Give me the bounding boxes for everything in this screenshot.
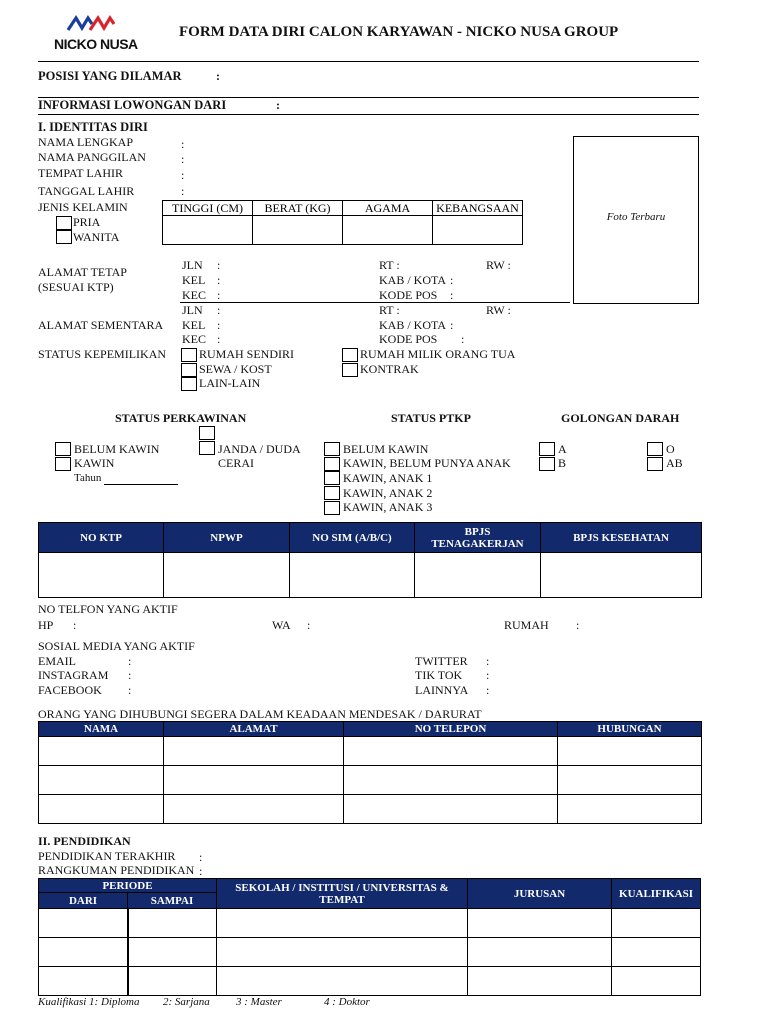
nama-input[interactable] (39, 737, 164, 766)
telepon-header: NO TELEPON (344, 722, 558, 737)
hubungan-input[interactable] (558, 795, 702, 824)
kec-label: KEC (182, 288, 206, 302)
darah-heading: GOLONGAN DARAH (561, 411, 680, 425)
rumah-ortu-checkbox[interactable] (342, 348, 358, 362)
kontrak-label: KONTRAK (360, 362, 419, 376)
sekolah-input[interactable] (217, 938, 468, 967)
telepon-input[interactable] (344, 766, 558, 795)
ptkp-heading: STATUS PTKP (391, 411, 471, 425)
wanita-checkbox[interactable] (56, 230, 72, 244)
colon: : (217, 258, 221, 272)
nama-input[interactable] (39, 795, 164, 824)
colon: : (181, 152, 185, 166)
tanggal-lahir-label: TANGGAL LAHIR (38, 184, 135, 198)
kualifikasi-legend-2: 2: Sarjana (163, 996, 210, 1008)
berat-input[interactable] (253, 216, 343, 245)
bpjs-tk-header (415, 523, 541, 553)
kel-label: KEL (182, 318, 206, 332)
kualifikasi-input[interactable] (612, 967, 701, 996)
kualifikasi-input[interactable] (612, 909, 701, 938)
informasi-label: INFORMASI LOWONGAN DARI (38, 98, 227, 112)
kualifikasi-header: KUALIFIKASI (612, 879, 701, 909)
alamat-sementara-label: ALAMAT SEMENTARA (38, 318, 164, 332)
ktp-header: NO KTP (39, 523, 164, 553)
form-title: FORM DATA DIRI CALON KARYAWAN - NICKO NUSA GROUP (179, 24, 619, 40)
jurusan-header: JURUSAN (468, 879, 612, 909)
lain-lain-label: LAIN-LAIN (199, 376, 261, 390)
colon: : (217, 303, 221, 317)
darah-ab-label: AB (666, 456, 683, 470)
kel-label: KEL (182, 273, 206, 287)
kualifikasi-legend-1: Kualifikasi 1: Diploma (38, 996, 140, 1008)
colon: : (217, 273, 221, 287)
lain-lain-checkbox[interactable] (181, 377, 197, 391)
alamat-tetap-sublabel: (SESUAI KTP) (38, 280, 114, 294)
agama-input[interactable] (343, 216, 433, 245)
informasi-input-line[interactable] (38, 114, 699, 115)
divider (38, 61, 699, 62)
colon: : (181, 168, 185, 182)
photo-box[interactable] (573, 136, 699, 304)
darah-b-label: B (558, 456, 567, 470)
pria-checkbox[interactable] (56, 216, 72, 230)
belum-kawin-label: BELUM KAWIN (74, 442, 160, 456)
ptkp-kawin-0-label: KAWIN, BELUM PUNYA ANAK (343, 456, 511, 470)
colon: : (128, 668, 132, 682)
darurat-heading: ORANG YANG DIHUBUNGI SEGERA DALAM KEADAAN MENDESAK / DARURAT (38, 707, 482, 721)
wanita-label: WANITA (73, 230, 120, 244)
npwp-input[interactable] (164, 553, 290, 598)
colon: : (73, 618, 77, 632)
nama-panggilan-label: NAMA PANGGILAN (38, 150, 146, 164)
kualifikasi-legend-3: 3 : Master (236, 996, 282, 1008)
ptkp-belum-kawin-checkbox[interactable] (324, 442, 340, 456)
colon: : (128, 683, 132, 697)
ptkp-kawin-3-label: KAWIN, ANAK 3 (343, 500, 433, 514)
alamat-input[interactable] (164, 795, 344, 824)
rumah-label: RUMAH (504, 618, 549, 632)
tinggi-input[interactable] (163, 216, 253, 245)
jln-label: JLN (182, 303, 203, 317)
identitas-heading: I. IDENTITAS DIRI (38, 120, 148, 134)
nama-header: NAMA (39, 722, 164, 737)
company-logo (54, 14, 138, 54)
wa-label: WA (272, 618, 291, 632)
colon: : (461, 332, 465, 346)
periode-header: PERIODE (39, 879, 217, 893)
ptkp-kawin-0-checkbox[interactable] (324, 457, 340, 471)
kawin-checkbox[interactable] (55, 457, 71, 471)
colon: : (199, 850, 203, 864)
kawin-label: KAWIN (74, 456, 115, 470)
colon: : (486, 668, 490, 682)
colon: : (216, 69, 220, 83)
rumah-sendiri-checkbox[interactable] (181, 348, 197, 362)
table-row (39, 909, 701, 938)
instagram-label: INSTAGRAM (38, 668, 109, 682)
body-metrics-table (162, 200, 523, 245)
bpjs-tk-header-text: BPJS TENAGAKERJAN (431, 525, 524, 550)
nicko-nusa-logo-icon (54, 14, 128, 36)
rt-label: RT : (379, 303, 400, 317)
janda-duda-checkbox[interactable] (199, 426, 215, 440)
twitter-label: TWITTER (415, 654, 468, 668)
pria-label: PRIA (73, 215, 101, 229)
hp-label: HP (38, 618, 54, 632)
kodepos-label: KODE POS (379, 332, 438, 346)
ktp-input[interactable] (39, 553, 164, 598)
kebangsaan-header: KEBANGSAAN (433, 201, 523, 216)
table-row (39, 795, 702, 824)
darah-b-checkbox[interactable] (539, 457, 555, 471)
telepon-input[interactable] (344, 737, 558, 766)
kualifikasi-legend-4: 4 : Doktor (324, 996, 370, 1008)
nama-lengkap-label: NAMA LENGKAP (38, 135, 134, 149)
kualifikasi-input[interactable] (612, 938, 701, 967)
perkawinan-heading: STATUS PERKAWINAN (115, 411, 247, 425)
colon: : (576, 618, 580, 632)
colon: : (217, 332, 221, 346)
agama-header: AGAMA (343, 201, 433, 216)
sewa-kost-label: SEWA / KOST (199, 362, 272, 376)
rt-label: RT : (379, 258, 400, 272)
sampai-header: SAMPAI (128, 893, 217, 909)
kec-label: KEC (182, 332, 206, 346)
sekolah-header-text: SEKOLAH / INSTITUSI / UNIVERSITAS & TEMPAT (235, 881, 449, 906)
divider (180, 302, 570, 303)
ptkp-kawin-2-checkbox[interactable] (324, 486, 340, 500)
sewa-kost-checkbox[interactable] (181, 363, 197, 377)
tempat-lahir-label: TEMPAT LAHIR (38, 166, 124, 180)
hubungan-input[interactable] (558, 766, 702, 795)
darah-ab-checkbox[interactable] (647, 457, 663, 471)
photo-label: Foto Terbaru (606, 211, 666, 223)
colon: : (307, 618, 311, 632)
jurusan-input[interactable] (468, 967, 612, 996)
rw-label: RW : (486, 258, 511, 272)
jurusan-input[interactable] (468, 909, 612, 938)
sosmed-heading: SOSIAL MEDIA YANG AKTIF (38, 639, 195, 653)
ptkp-belum-kawin-label: BELUM KAWIN (343, 442, 429, 456)
sim-header: NO SIM (A/B/C) (290, 523, 415, 553)
belum-kawin-checkbox[interactable] (55, 442, 71, 456)
tiktok-label: TIK TOK (415, 668, 463, 682)
kepemilikan-label: STATUS KEPEMILIKAN (38, 347, 167, 361)
email-label: EMAIL (38, 654, 76, 668)
kodepos-label: KODE POS (379, 288, 438, 302)
sampai-input[interactable] (128, 967, 217, 996)
dari-input[interactable] (39, 967, 128, 996)
sekolah-input[interactable] (217, 967, 468, 996)
alamat-input[interactable] (164, 766, 344, 795)
colon: : (181, 184, 185, 198)
jurusan-input[interactable] (468, 938, 612, 967)
npwp-header: NPWP (164, 523, 290, 553)
ptkp-kawin-1-checkbox[interactable] (324, 471, 340, 485)
ptkp-kawin-3-checkbox[interactable] (324, 501, 340, 515)
hubungan-header: HUBUNGAN (558, 722, 702, 737)
pendidikan-heading: II. PENDIDIKAN (38, 834, 131, 848)
pendidikan-table (38, 878, 701, 996)
colon: : (450, 288, 454, 302)
darah-o-label: O (666, 442, 675, 456)
colon: : (486, 683, 490, 697)
posisi-label: POSISI YANG DILAMAR (38, 69, 182, 83)
bpjs-kes-header: BPJS KESEHATAN (541, 523, 702, 553)
colon: : (217, 318, 221, 332)
rangkuman-label: RANGKUMAN PENDIDIKAN (38, 863, 195, 877)
alamat-header: ALAMAT (164, 722, 344, 737)
lainnya-label: LAINNYA (415, 683, 469, 697)
logo-text: NICKO NUSA (54, 36, 138, 52)
kab-label: KAB / KOTA (379, 318, 447, 332)
sampai-input[interactable] (128, 909, 217, 938)
berat-header: BERAT (KG) (253, 201, 343, 216)
bpjs-tk-input[interactable] (415, 553, 541, 598)
colon: : (217, 288, 221, 302)
rumah-ortu-label: RUMAH MILIK ORANG TUA (360, 347, 516, 361)
kontrak-checkbox[interactable] (342, 363, 358, 377)
colon: : (128, 654, 132, 668)
dari-input[interactable] (39, 909, 128, 938)
alamat-input[interactable] (164, 737, 344, 766)
darah-a-checkbox[interactable] (539, 442, 555, 456)
darah-a-label: A (558, 442, 567, 456)
sim-input[interactable] (290, 553, 415, 598)
bpjs-kes-input[interactable] (541, 553, 702, 598)
colon: : (450, 273, 454, 287)
tinggi-header: TINGGI (CM) (163, 201, 253, 216)
janda-duda-label: JANDA / DUDA (218, 442, 301, 456)
colon: : (181, 137, 185, 151)
cerai-label: CERAI (218, 456, 254, 470)
tahun-input-line[interactable] (104, 484, 178, 485)
jenis-kelamin-label: JENIS KELAMIN (38, 200, 128, 214)
telfon-heading: NO TELFON YANG AKTIF (38, 602, 178, 616)
kebangsaan-input[interactable] (433, 216, 523, 245)
hubungan-input[interactable] (558, 737, 702, 766)
cerai-checkbox[interactable] (199, 441, 215, 455)
rumah-sendiri-label: RUMAH SENDIRI (199, 347, 295, 361)
telepon-input[interactable] (344, 795, 558, 824)
dari-input[interactable] (39, 938, 128, 967)
colon: : (199, 864, 203, 878)
ptkp-kawin-1-label: KAWIN, ANAK 1 (343, 471, 433, 485)
alamat-tetap-label: ALAMAT TETAP (38, 265, 127, 279)
colon: : (450, 318, 454, 332)
colon: : (486, 654, 490, 668)
kab-label: KAB / KOTA (379, 273, 447, 287)
dokumen-table (38, 522, 702, 598)
table-row (39, 766, 702, 795)
pendidikan-terakhir-label: PENDIDIKAN TERAKHIR (38, 849, 176, 863)
jln-label: JLN (182, 258, 203, 272)
table-row (39, 737, 702, 766)
table-row (39, 967, 701, 996)
dari-header: DARI (39, 893, 128, 909)
colon: : (276, 98, 280, 112)
ptkp-kawin-2-label: KAWIN, ANAK 2 (343, 486, 433, 500)
facebook-label: FACEBOOK (38, 683, 102, 697)
sekolah-input[interactable] (217, 909, 468, 938)
darurat-table (38, 721, 702, 824)
tahun-label: Tahun (74, 472, 102, 484)
sampai-input[interactable] (128, 938, 217, 967)
darah-o-checkbox[interactable] (647, 442, 663, 456)
table-row (39, 938, 701, 967)
rw-label: RW : (486, 303, 511, 317)
nama-input[interactable] (39, 766, 164, 795)
sekolah-header (217, 879, 468, 909)
